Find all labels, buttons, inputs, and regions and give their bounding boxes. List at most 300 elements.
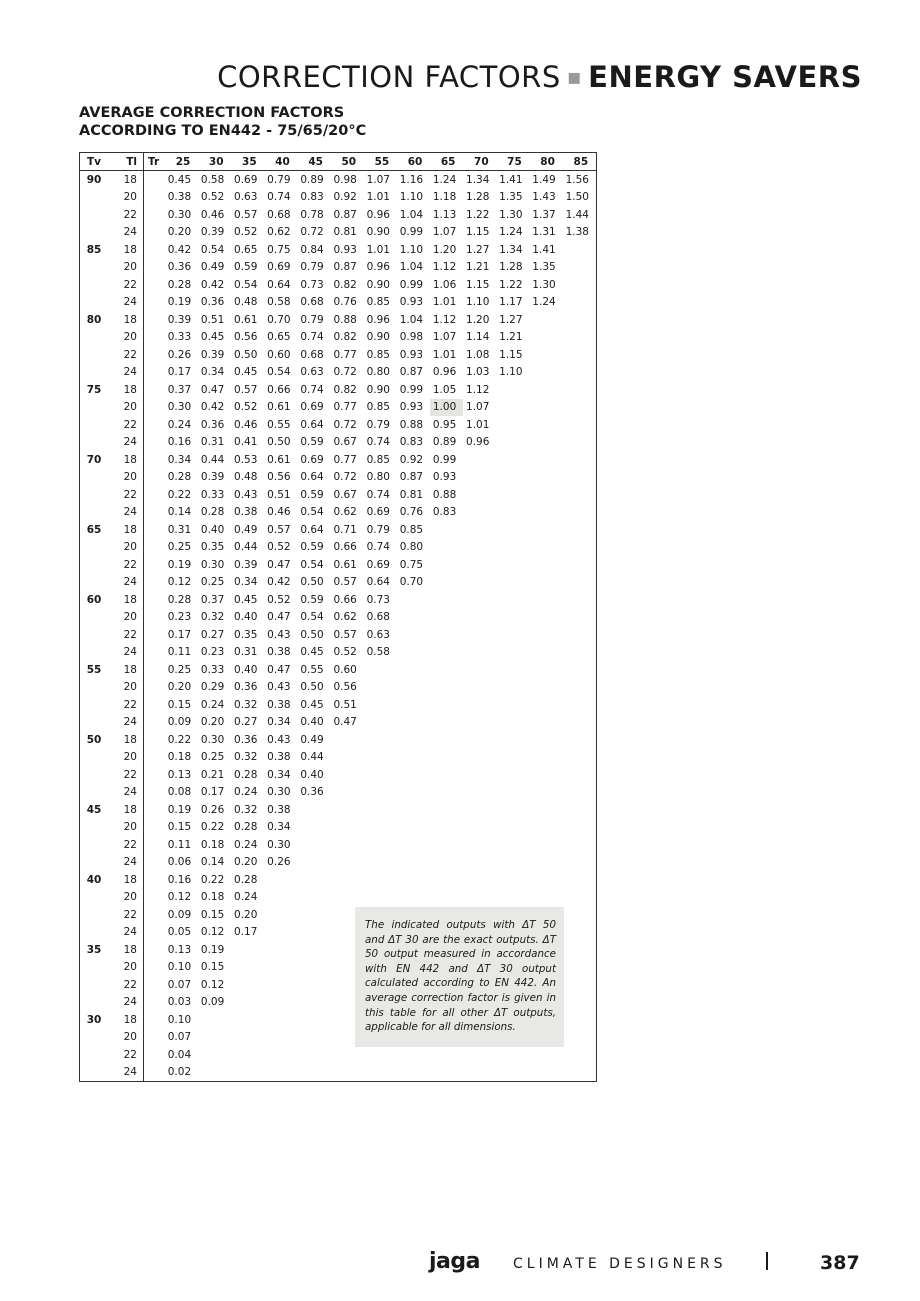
cell-tl: 22 <box>108 556 144 574</box>
cell-value <box>563 661 597 679</box>
cell-value <box>463 539 496 557</box>
cell-value: 0.50 <box>234 348 258 361</box>
cell-value <box>364 871 397 889</box>
cell-tl: 18 <box>108 1011 144 1029</box>
cell-value: 0.52 <box>234 226 258 239</box>
cell-value <box>530 1064 563 1082</box>
cell-spacer <box>144 416 166 434</box>
cell-value: 0.65 <box>267 331 291 344</box>
table-row <box>80 591 597 609</box>
cell-spacer <box>144 189 166 207</box>
table-row <box>80 784 597 802</box>
cell-value <box>530 609 563 627</box>
cell-value <box>231 994 264 1012</box>
cell-tl: 18 <box>108 171 144 189</box>
cell-value <box>364 679 397 697</box>
table-row <box>80 679 597 697</box>
cell-value <box>364 1046 397 1064</box>
cell-tv <box>80 1029 109 1047</box>
cell-value: 0.89 <box>300 173 324 186</box>
cell-value: 1.08 <box>466 348 490 361</box>
table-row <box>80 416 597 434</box>
cell-value: 0.62 <box>333 506 357 519</box>
cell-value: 0.90 <box>366 331 390 344</box>
cell-value <box>563 504 597 522</box>
cell-spacer <box>144 784 166 802</box>
cell-spacer <box>144 661 166 679</box>
cell-spacer <box>144 906 166 924</box>
cell-value <box>430 871 463 889</box>
cell-spacer <box>144 241 166 259</box>
cell-value <box>364 714 397 732</box>
cell-value: 0.57 <box>234 383 258 396</box>
cell-value <box>496 486 529 504</box>
cell-value <box>563 906 597 924</box>
cell-value: 0.57 <box>333 628 357 641</box>
cell-value <box>463 504 496 522</box>
table-row <box>80 399 597 417</box>
cell-value: 0.39 <box>200 348 225 361</box>
cell-spacer <box>144 469 166 487</box>
cell-value: 0.68 <box>366 611 390 624</box>
header-tr-50: 50 <box>331 153 364 171</box>
cell-value <box>463 819 496 837</box>
cell-value: 0.12 <box>200 978 225 991</box>
cell-value: 0.41 <box>234 436 258 449</box>
cell-value <box>430 766 463 784</box>
cell-value <box>496 819 529 837</box>
cell-tl: 22 <box>108 766 144 784</box>
cell-value: 0.85 <box>366 296 390 309</box>
cell-value: 0.49 <box>200 261 225 274</box>
table-row <box>80 346 597 364</box>
cell-value: 0.99 <box>399 383 424 396</box>
cell-value <box>397 1064 430 1082</box>
cell-value <box>298 976 331 994</box>
cell-value: 1.44 <box>565 208 589 221</box>
cell-value: 0.58 <box>366 646 390 659</box>
cell-value <box>364 819 397 837</box>
cell-value <box>397 714 430 732</box>
cell-value: 0.45 <box>234 366 258 379</box>
header-tr-55: 55 <box>364 153 397 171</box>
cell-tv <box>80 976 109 994</box>
cell-value <box>563 469 597 487</box>
cell-tl: 20 <box>108 259 144 277</box>
cell-value <box>397 591 430 609</box>
cell-value: 0.83 <box>432 506 457 519</box>
cell-value: 0.64 <box>300 471 324 484</box>
cell-value <box>264 871 297 889</box>
cell-value <box>463 451 496 469</box>
cell-value <box>463 731 496 749</box>
explanatory-note: The indicated outputs with ΔT 50 and ΔT 30 are the exact outputs. ΔT 50 output measured in accordance with EN 442 and ΔT 30 output calculated according to EN 442. An average correction factor is given in this table for all other ΔT outputs, applicable for all dimensions. <box>355 907 564 1047</box>
cell-spacer <box>144 626 166 644</box>
cell-value: 0.30 <box>167 401 192 414</box>
cell-value: 1.12 <box>432 313 457 326</box>
cell-value: 0.30 <box>167 208 192 221</box>
cell-tv <box>80 854 109 872</box>
cell-value <box>298 871 331 889</box>
cell-value: 0.51 <box>200 313 225 326</box>
cell-value: 0.54 <box>234 278 258 291</box>
table-row <box>80 819 597 837</box>
cell-value <box>364 854 397 872</box>
table-row <box>80 294 597 312</box>
cell-spacer <box>144 434 166 452</box>
cell-value <box>364 1064 397 1082</box>
cell-value: 0.07 <box>167 978 192 991</box>
cell-tl: 18 <box>108 311 144 329</box>
cell-value: 0.98 <box>333 173 357 186</box>
cell-value: 0.50 <box>267 436 291 449</box>
cell-value: 0.52 <box>267 541 291 554</box>
cell-value <box>331 819 364 837</box>
cell-value: 0.39 <box>167 313 192 326</box>
cell-value <box>563 801 597 819</box>
cell-value: 0.46 <box>267 506 291 519</box>
cell-tv: 55 <box>86 663 102 676</box>
cell-tl: 22 <box>108 696 144 714</box>
table-row <box>80 854 597 872</box>
cell-tl: 18 <box>108 801 144 819</box>
cell-tv <box>80 556 109 574</box>
cell-value: 0.93 <box>399 401 424 414</box>
cell-value: 0.25 <box>167 663 192 676</box>
cell-value: 0.31 <box>167 523 192 536</box>
cell-value <box>530 854 563 872</box>
cell-spacer <box>144 801 166 819</box>
table-row <box>80 521 597 539</box>
cell-tl: 18 <box>108 381 144 399</box>
cell-spacer <box>144 959 166 977</box>
cell-value <box>530 434 563 452</box>
cell-value: 0.32 <box>234 803 258 816</box>
cell-spacer <box>144 679 166 697</box>
cell-value: 0.64 <box>300 523 324 536</box>
header-tr-75: 75 <box>496 153 529 171</box>
table-row <box>80 644 597 662</box>
cell-value <box>530 364 563 382</box>
cell-value <box>563 1011 597 1029</box>
cell-value: 0.42 <box>167 243 192 256</box>
cell-tl: 22 <box>108 626 144 644</box>
cell-value: 0.82 <box>333 331 357 344</box>
cell-value: 0.43 <box>267 681 291 694</box>
cell-value <box>397 801 430 819</box>
cell-value: 0.45 <box>234 593 258 606</box>
cell-value <box>530 836 563 854</box>
cell-value: 0.85 <box>399 523 424 536</box>
cell-value: 0.60 <box>333 663 357 676</box>
cell-spacer <box>144 1046 166 1064</box>
cell-value: 0.74 <box>366 488 390 501</box>
cell-value <box>496 539 529 557</box>
cell-value <box>563 749 597 767</box>
cell-spacer <box>144 766 166 784</box>
cell-value <box>463 836 496 854</box>
cell-value: 0.85 <box>366 401 390 414</box>
cell-value: 0.72 <box>300 226 324 239</box>
cell-value <box>496 731 529 749</box>
cell-value <box>397 889 430 907</box>
cell-value: 1.12 <box>432 261 457 274</box>
cell-tl: 18 <box>108 591 144 609</box>
cell-value <box>563 556 597 574</box>
cell-value <box>530 416 563 434</box>
cell-tl: 18 <box>108 521 144 539</box>
cell-value <box>264 941 297 959</box>
table-row <box>80 889 597 907</box>
cell-value <box>530 889 563 907</box>
cell-value: 0.72 <box>333 418 357 431</box>
cell-value: 0.15 <box>167 698 192 711</box>
cell-value <box>530 644 563 662</box>
header-tr-70: 70 <box>463 153 496 171</box>
cell-value: 0.10 <box>167 1013 192 1026</box>
cell-value: 0.74 <box>300 383 324 396</box>
cell-value <box>364 731 397 749</box>
footer-tagline: CLIMATE DESIGNERS <box>513 1256 727 1272</box>
cell-value: 0.38 <box>267 698 291 711</box>
cell-value: 1.38 <box>565 226 589 239</box>
cell-value: 0.42 <box>200 401 225 414</box>
cell-value <box>496 766 529 784</box>
cell-value: 0.28 <box>167 471 192 484</box>
cell-spacer <box>144 381 166 399</box>
cell-value <box>563 381 597 399</box>
cell-value <box>298 1011 331 1029</box>
cell-value: 0.50 <box>300 628 324 641</box>
cell-tv <box>80 539 109 557</box>
cell-tl: 20 <box>108 469 144 487</box>
cell-value <box>530 486 563 504</box>
cell-value: 0.36 <box>200 418 225 431</box>
cell-value <box>496 661 529 679</box>
cell-value <box>463 521 496 539</box>
cell-value: 0.40 <box>234 663 258 676</box>
cell-spacer <box>144 941 166 959</box>
cell-value <box>563 959 597 977</box>
cell-value <box>496 521 529 539</box>
cell-value <box>264 1029 297 1047</box>
cell-tl: 22 <box>108 1046 144 1064</box>
cell-value: 0.47 <box>267 663 291 676</box>
cell-value: 0.28 <box>234 821 258 834</box>
cell-tl: 22 <box>108 276 144 294</box>
cell-value <box>364 661 397 679</box>
cell-value <box>496 749 529 767</box>
cell-value: 1.24 <box>499 226 523 239</box>
cell-value: 1.04 <box>399 261 424 274</box>
cell-value: 0.64 <box>267 278 291 291</box>
table-row <box>80 1064 597 1082</box>
cell-value: 0.37 <box>167 383 192 396</box>
cell-value: 0.71 <box>333 523 357 536</box>
cell-value <box>397 749 430 767</box>
cell-value: 0.66 <box>333 593 357 606</box>
cell-value: 1.01 <box>432 296 457 309</box>
cell-value: 0.88 <box>333 313 357 326</box>
cell-value: 0.61 <box>267 401 291 414</box>
cell-value: 0.90 <box>366 226 390 239</box>
cell-value <box>331 766 364 784</box>
cell-tl: 24 <box>108 434 144 452</box>
cell-spacer <box>144 504 166 522</box>
cell-tl: 22 <box>108 486 144 504</box>
cell-value: 0.22 <box>167 733 192 746</box>
cell-spacer <box>144 644 166 662</box>
cell-value: 0.17 <box>200 786 225 799</box>
cell-spacer <box>144 854 166 872</box>
cell-value: 0.66 <box>333 541 357 554</box>
cell-value: 0.18 <box>200 838 225 851</box>
cell-tv <box>80 609 109 627</box>
table-row <box>80 451 597 469</box>
header-tr-85: 85 <box>563 153 597 171</box>
cell-value: 0.74 <box>300 331 324 344</box>
cell-spacer <box>144 836 166 854</box>
cell-value <box>298 854 331 872</box>
cell-value <box>563 294 597 312</box>
cell-value <box>430 801 463 819</box>
cell-value <box>563 399 597 417</box>
cell-value: 0.54 <box>300 506 324 519</box>
cell-value <box>231 959 264 977</box>
cell-value <box>463 609 496 627</box>
cell-value: 0.75 <box>399 558 424 571</box>
cell-tl: 22 <box>108 346 144 364</box>
cell-value: 0.63 <box>366 628 390 641</box>
cell-value <box>563 679 597 697</box>
cell-value: 0.74 <box>267 191 291 204</box>
table-header-row <box>80 153 597 171</box>
cell-value <box>264 1064 297 1082</box>
cell-value: 0.81 <box>399 488 424 501</box>
table-row <box>80 486 597 504</box>
cell-value <box>198 1029 231 1047</box>
cell-spacer <box>144 329 166 347</box>
cell-value <box>463 784 496 802</box>
cell-value <box>563 626 597 644</box>
table-row <box>80 801 597 819</box>
cell-value: 0.99 <box>399 278 424 291</box>
table-row <box>80 171 597 189</box>
header-tr-25: 25 <box>165 153 198 171</box>
cell-value: 0.90 <box>366 383 390 396</box>
cell-value <box>530 504 563 522</box>
cell-value: 0.19 <box>167 296 192 309</box>
subtitle-line-1: AVERAGE CORRECTION FACTORS <box>79 105 345 121</box>
cell-value <box>430 889 463 907</box>
cell-value: 0.18 <box>200 891 225 904</box>
cell-value: 1.05 <box>432 383 457 396</box>
cell-value: 0.56 <box>267 471 291 484</box>
cell-value: 0.88 <box>399 418 424 431</box>
cell-value: 0.73 <box>300 278 324 291</box>
cell-value <box>530 399 563 417</box>
cell-tv: 80 <box>86 313 102 326</box>
cell-tl: 24 <box>108 504 144 522</box>
cell-value <box>264 994 297 1012</box>
cell-value <box>264 959 297 977</box>
cell-value <box>496 679 529 697</box>
cell-value: 0.54 <box>200 243 225 256</box>
cell-value: 0.59 <box>300 488 324 501</box>
cell-value <box>530 521 563 539</box>
cell-spacer <box>144 294 166 312</box>
cell-value: 0.33 <box>200 488 225 501</box>
cell-value: 0.24 <box>234 891 258 904</box>
cell-value: 1.17 <box>499 296 523 309</box>
table-row <box>80 329 597 347</box>
cell-value <box>563 731 597 749</box>
cell-value <box>496 696 529 714</box>
cell-value <box>331 836 364 854</box>
cell-value <box>563 434 597 452</box>
cell-value <box>430 661 463 679</box>
cell-value <box>496 609 529 627</box>
cell-tl: 18 <box>108 941 144 959</box>
cell-value <box>496 644 529 662</box>
cell-value: 0.10 <box>167 961 192 974</box>
cell-spacer <box>144 976 166 994</box>
cell-value: 1.34 <box>499 243 523 256</box>
header-separator: ▪ <box>566 65 583 90</box>
cell-value: 0.23 <box>167 611 192 624</box>
cell-value <box>463 556 496 574</box>
cell-value <box>298 994 331 1012</box>
cell-value <box>298 889 331 907</box>
cell-value <box>430 644 463 662</box>
cell-value: 0.59 <box>300 593 324 606</box>
cell-value <box>430 679 463 697</box>
cell-tv <box>80 329 109 347</box>
cell-value: 0.36 <box>200 296 225 309</box>
cell-value: 0.18 <box>167 751 192 764</box>
cell-value: 1.21 <box>499 331 523 344</box>
cell-value <box>563 854 597 872</box>
cell-value <box>264 976 297 994</box>
table-row <box>80 626 597 644</box>
cell-tv <box>80 819 109 837</box>
cell-spacer <box>144 486 166 504</box>
cell-value <box>331 731 364 749</box>
cell-value: 0.25 <box>200 576 225 589</box>
cell-value <box>231 1029 264 1047</box>
cell-value <box>530 329 563 347</box>
cell-value: 0.79 <box>267 173 291 186</box>
cell-value <box>198 1011 231 1029</box>
cell-value: 1.22 <box>499 278 523 291</box>
cell-value <box>496 434 529 452</box>
cell-value <box>530 714 563 732</box>
cell-value: 0.22 <box>200 873 225 886</box>
cell-value: 0.47 <box>267 611 291 624</box>
cell-value: 0.87 <box>333 208 357 221</box>
cell-value <box>563 1046 597 1064</box>
cell-value: 0.28 <box>167 278 192 291</box>
cell-value <box>430 819 463 837</box>
cell-value <box>496 1064 529 1082</box>
cell-value: 0.24 <box>234 838 258 851</box>
cell-tv <box>80 189 109 207</box>
cell-tv <box>80 749 109 767</box>
cell-value <box>563 644 597 662</box>
cell-value: 0.24 <box>234 786 258 799</box>
cell-value: 0.85 <box>366 453 390 466</box>
footer-divider <box>766 1252 768 1270</box>
